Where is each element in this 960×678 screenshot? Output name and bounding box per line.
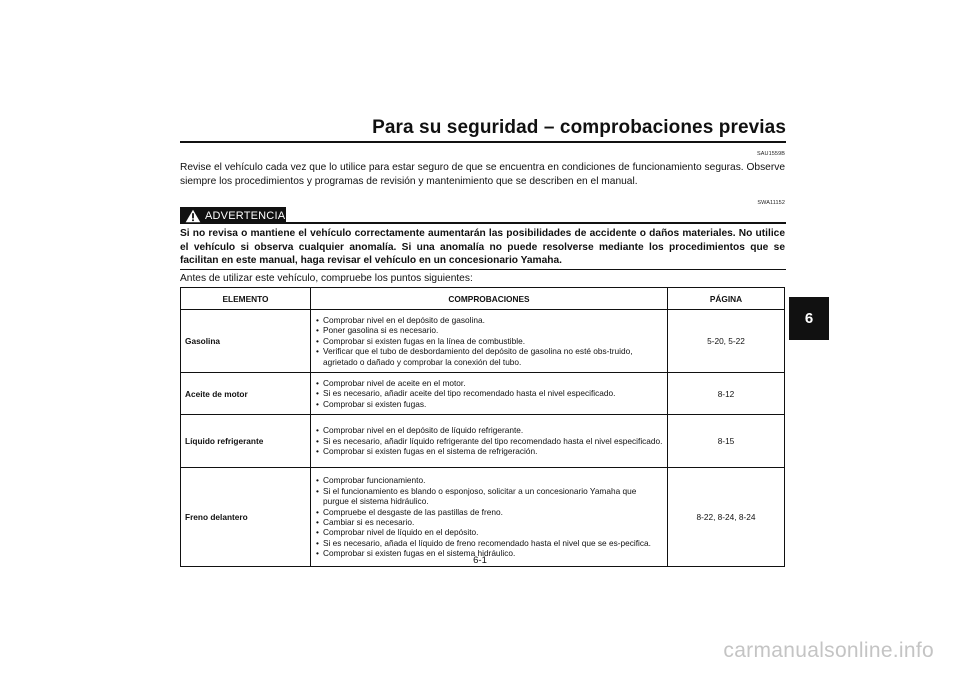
row-page: 5-20, 5-22: [668, 310, 785, 373]
intro-code: SAU1559B: [756, 151, 785, 157]
warning-code: SWA11152: [757, 200, 785, 206]
check-item: • Si es necesario, añada el líquido de freno recomendado hasta el nivel que se es-pecifica.: [316, 538, 663, 548]
row-page: 8-22, 8-24, 8-24: [668, 468, 785, 567]
check-item: • Comprobar nivel en el depósito de gasolina.: [316, 315, 663, 325]
watermark[interactable]: carmanualsonline.info: [723, 639, 934, 662]
check-item: • Comprobar nivel de aceite en el motor.: [316, 378, 663, 388]
chapter-tab[interactable]: 6: [789, 297, 829, 340]
check-item: • Verificar que el tubo de desbordamiento del depósito de gasolina no esté obs-truido, agrietado o dañado y comprobar la conexión del tubo.: [316, 346, 663, 367]
header-page: PÁGINA: [668, 288, 785, 310]
warning-box: [180, 207, 286, 224]
check-item: • Si es necesario, añadir aceite del tipo recomendado hasta el nivel especificado.: [316, 388, 663, 398]
check-item: • Comprobar nivel de líquido en el depósito.: [316, 527, 663, 537]
row-element: Aceite de motor: [181, 373, 311, 415]
check-item: • Compruebe el desgaste de las pastillas de freno.: [316, 507, 663, 517]
page-title: Para su seguridad – comprobaciones previas: [372, 117, 786, 138]
check-item: • Comprobar si existen fugas en la línea de combustible.: [316, 336, 663, 346]
title-rule: [180, 141, 786, 143]
table-intro: Antes de utilizar este vehículo, compruebe los puntos siguientes:: [180, 273, 473, 284]
check-item: • Si el funcionamiento es blando o esponjoso, solicitar a un concesionario Yamaha que purgue el sistema hidráulico.: [316, 486, 663, 507]
intro-text: Revise el vehículo cada vez que lo utilice para estar seguro de que se encuentra en condiciones de funcionamiento seguras. Observe siempre los procedimientos y programas de revisión y mantenimiento que se describen en el manual.: [180, 162, 785, 187]
checks-table: [180, 287, 785, 567]
check-item: • Comprobar si existen fugas.: [316, 399, 663, 409]
row-page: 8-12: [668, 373, 785, 415]
row-checks: [311, 415, 668, 468]
table-header-row: [181, 288, 785, 310]
check-item: • Poner gasolina si es necesario.: [316, 325, 663, 335]
check-item: • Comprobar nivel en el depósito de líquido refrigerante.: [316, 425, 663, 435]
header-checks: COMPROBACIONES: [311, 288, 668, 310]
table-row: [181, 415, 785, 468]
check-item: • Comprobar si existen fugas en el sistema de refrigeración.: [316, 446, 663, 456]
page-number: 6-1: [473, 555, 487, 566]
row-page: 8-15: [668, 415, 785, 468]
table-row: [181, 468, 785, 567]
table-row: [181, 373, 785, 415]
row-element: Gasolina: [181, 310, 311, 373]
table-row: [181, 310, 785, 373]
warning-label: ADVERTENCIA: [205, 209, 286, 222]
header-element: ELEMENTO: [181, 288, 311, 310]
row-checks: [311, 373, 668, 415]
warning-text: Si no revisa o mantiene el vehículo correctamente aumentarán las posibilidades de accidente o daños materiales. No utilice el vehículo si observa cualquier anomalía. Si una anomalía no puede resolverse mediante los procedimientos que se facilitan en este manual, haga revisar el vehículo en un concesionario Yamaha.: [180, 228, 785, 266]
check-item: • Comprobar si existen fugas en el sistema hidráulico.: [316, 548, 663, 558]
warning-rule: [286, 222, 786, 224]
warning-triangle-icon: [185, 209, 201, 223]
row-checks: [311, 310, 668, 373]
row-element: Líquido refrigerante: [181, 415, 311, 468]
row-element: Freno delantero: [181, 468, 311, 567]
check-item: • Cambiar si es necesario.: [316, 517, 663, 527]
warning-bottom-rule: [180, 269, 786, 270]
check-item: • Comprobar funcionamiento.: [316, 475, 663, 485]
check-item: • Si es necesario, añadir líquido refrigerante del tipo recomendado hasta el nivel especificado.: [316, 436, 663, 446]
row-checks: [311, 468, 668, 567]
